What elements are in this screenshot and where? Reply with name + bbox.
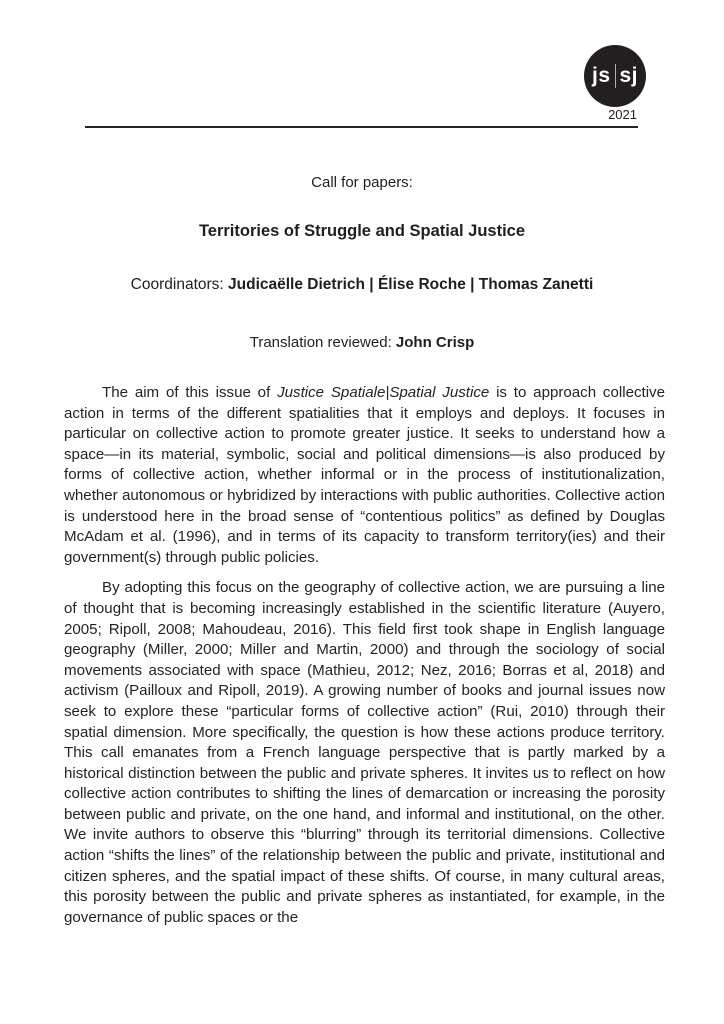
body-text-block	[64, 383, 665, 928]
logo-js-text: js	[591, 64, 611, 87]
logo-divider-icon	[615, 64, 616, 88]
paragraph-2: By adopting this focus on the geography of collective action, we are pursuing a line of thought that is becoming increasingly established in the scientific literature (Auyero, 2005; Ripoll, 2008; Mahoudeau, 2016). This field first took shape in English language geography (Miller, 2000; Miller and Martin, 2000) and through the sociology of social movements associated with space (Mathieu, 2012; Nez, 2016; Borras et al, 2018) and activism (Pailloux and Ripoll, 2019). A growing number of books and journal issues now seek to explore these “particular forms of collective action” (Rui, 2010) through their spatial dimension. More specifically, the question is how these actions produce territory. This call emanates from a French language perspective that is partly marked by a historical distinction between the public and private spheres. It invites us to reflect on how collective action contributes to shifting the lines of demarcation or increasing the porosity between public and private, on the one hand, and informal and institutional, on the other. We invite authors to observe this “blurring” through its territorial dimensions. Collective action “shifts the lines” of the relationship between the public and private, institutional and citizen spheres, and the spatial impact of these shifts. Of course, in many cultural areas, this porosity between the public and private spheres as instantiated, for example, in the governance of public spaces or the	[64, 579, 665, 926]
coordinators-label: Coordinators:	[130, 276, 229, 293]
year-label: 2021	[608, 107, 637, 122]
document-title: Territories of Struggle and Spatial Justice	[198, 222, 526, 240]
header-rule	[85, 126, 638, 128]
coordinator-names: Judicaëlle Dietrich | Élise Roche | Thomas Zanetti	[228, 276, 594, 293]
translator-name: John Crisp	[395, 334, 475, 351]
logo-sj-text: sj	[619, 64, 639, 87]
translation-line	[0, 334, 724, 351]
journal-logo	[584, 45, 646, 107]
paragraph-1-rest: is to approach collective action in terms of the different spatialities that it employs and deploys. It focuses in particular on collective action to promote greater justice. It seeks to understand how a space—in its material, symbolic, social and political dimensions—is also produced by forms of collective action, whether informal or in the process of institutionalization, whether autonomous or hybridized by interactions with public authorities. Collective action is understood here in the broad sense of “contentious politics” as defined by Douglas McAdam et al. (1996), and in terms of its capacity to transform territory(ies) and their government(s) through public policies.	[64, 384, 665, 566]
paragraph-1-lead: The aim of this issue of	[102, 384, 278, 401]
coordinators-line	[0, 276, 724, 294]
paragraph-1	[64, 383, 665, 568]
call-for-papers-line: Call for papers:	[311, 174, 413, 191]
journal-name-italic: Justice Spatiale|Spatial Justice	[277, 384, 490, 401]
translation-label: Translation reviewed:	[249, 334, 396, 351]
